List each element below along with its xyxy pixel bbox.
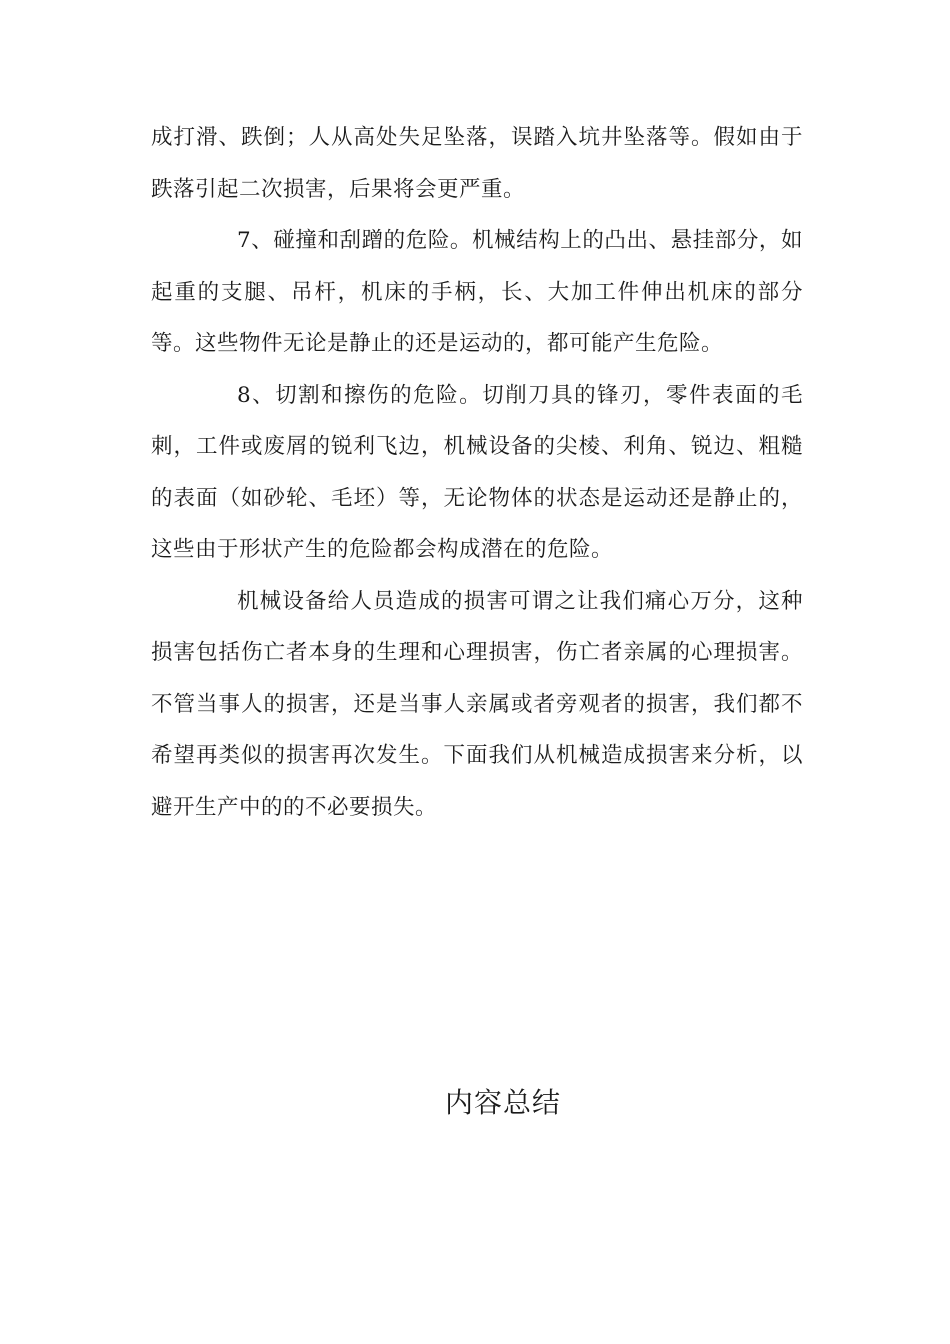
summary-title: 内容总结	[444, 1086, 561, 1119]
paragraph-injury-summary: 机械设备给人员造成的损害可谓之让我们痛心万分，这种损害包括伤亡者本身的生理和心理损害，伤亡者亲属的心理损害。不管当事人的损害，还是当事人亲属或者旁观者的损害，我们都不希望再类似的损害再次发生。下面我们从机械造成损害来分析，以避开生产中的的不必要损失。	[151, 588, 803, 820]
body-text	[151, 112, 803, 833]
paragraph-collision-hazard: 7、碰撞和刮蹭的危险。机械结构上的凸出、悬挂部分，如起重的支腿、吊杆，机床的手柄，长、大加工件伸出机床的部分等。这些物件无论是静止的还是运动的，都可能产生危险。	[151, 228, 803, 356]
paragraph-cutting-hazard: 8、切割和擦伤的危险。切削刀具的锋刃，零件表面的毛刺，工件或废屑的锐利飞边，机械设备的尖棱、利角、锐边、粗糙的表面（如砂轮、毛坯）等，无论物体的状态是运动还是静止的，这些由于形状产生的危险都会构成潜在的危险。	[151, 382, 803, 562]
paragraph-falling-continued: 成打滑、跌倒；人从高处失足坠落，误踏入坑井坠落等。假如由于跌落引起二次损害，后果将会更严重。	[151, 125, 803, 202]
